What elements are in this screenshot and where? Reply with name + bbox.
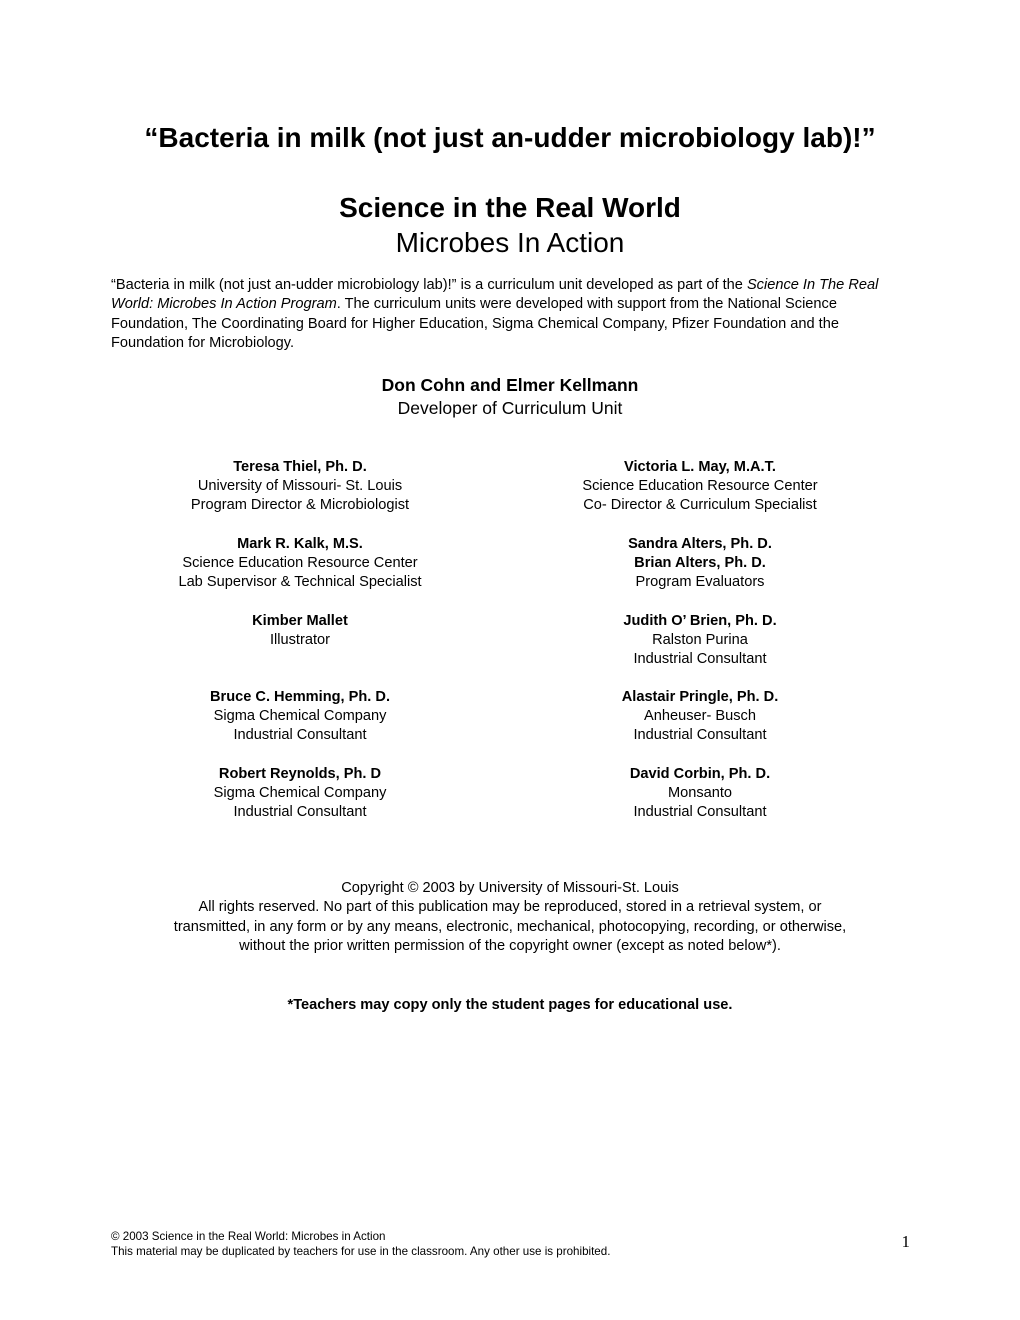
footer-usage-note: This material may be duplicated by teachers for use in the classroom. Any other use is prohibited.: [111, 1245, 611, 1258]
credit-affiliation: Sigma Chemical Company: [213, 708, 387, 725]
credit-role: Lab Supervisor & Technical Specialist: [178, 574, 422, 591]
credit-block: [500, 765, 900, 823]
copyright-line: transmitted, in any form or by any means, electronic, mechanical, photocopying, recording, or otherwise,: [173, 918, 847, 935]
credit-name: Robert Reynolds, Ph. D: [218, 766, 382, 782]
document-title: “Bacteria in milk (not just an-udder microbiology lab)!”: [144, 122, 876, 153]
credit-affiliation: Science Education Resource Center: [582, 478, 818, 495]
credit-name: Teresa Thiel, Ph. D.: [233, 459, 367, 475]
credit-affiliation: Anheuser- Busch: [644, 708, 756, 725]
credit-block: [100, 612, 500, 650]
credit-name: Bruce C. Hemming, Ph. D.: [209, 689, 391, 705]
credit-name: Alastair Pringle, Ph. D.: [621, 689, 779, 705]
copyright-line: All rights reserved. No part of this publication may be reproduced, stored in a retrieval system, or: [198, 899, 822, 916]
intro-program-name: Science In The Real World: Microbes In Action Program: [111, 277, 879, 313]
credit-affiliation: Illustrator: [269, 632, 330, 649]
credit-affiliation: Monsanto: [667, 785, 733, 802]
developer-role: Developer of Curriculum Unit: [397, 398, 623, 418]
credit-block: [100, 688, 500, 746]
copyright-notice: [0, 879, 1020, 956]
credit-name: Victoria L. May, M.A.T.: [624, 459, 776, 475]
page-footer: [111, 1229, 610, 1259]
credit-name: Mark R. Kalk, M.S.: [237, 536, 363, 552]
credit-block: [100, 458, 500, 516]
program-title: Science in the Real World: [339, 192, 681, 223]
credit-name: Judith O’ Brien, Ph. D.: [623, 613, 777, 629]
credit-affiliation: Sigma Chemical Company: [213, 785, 387, 802]
credit-affiliation: Science Education Resource Center: [182, 555, 418, 572]
footer-copyright: © 2003 Science in the Real World: Microbes in Action: [111, 1230, 386, 1243]
credit-block: [500, 612, 900, 670]
credit-block: [500, 688, 900, 746]
credit-name-second: Brian Alters, Ph. D.: [634, 555, 766, 572]
developer-names: Don Cohn and Elmer Kellmann: [381, 375, 639, 395]
credit-role: Program Director & Microbiologist: [190, 497, 410, 514]
credit-block: [100, 535, 500, 593]
credit-affiliation: University of Missouri- St. Louis: [197, 478, 403, 495]
credit-name: Sandra Alters, Ph. D.: [628, 536, 772, 552]
credit-role: Industrial Consultant: [633, 727, 767, 744]
intro-text-part2: . The curriculum units were developed with support from the National Science Foundation, The Coordinating Board for Higher Education, Sigma Chemical Company, Pfizer Foundation and the Foundation for Microbiology.: [111, 296, 839, 351]
copyright-line: without the prior written permission of the copyright owner (except as noted below*).: [239, 937, 781, 954]
credit-name: David Corbin, Ph. D.: [629, 766, 771, 782]
intro-text-part1: “Bacteria in milk (not just an-udder microbiology lab)!” is a curriculum unit developed as part of the: [111, 277, 747, 293]
page-number: 1: [901, 1232, 910, 1251]
credit-role: Program Evaluators: [635, 574, 765, 591]
teachers-note: *Teachers may copy only the student pages for educational use.: [287, 997, 733, 1013]
credit-role: Industrial Consultant: [233, 727, 367, 744]
credit-role: Industrial Consultant: [633, 651, 767, 668]
credit-block: [500, 458, 900, 516]
credit-affiliation: Ralston Purina: [652, 632, 748, 649]
credit-role: Co- Director & Curriculum Specialist: [583, 497, 817, 514]
credit-block: [500, 535, 900, 593]
credit-role: Industrial Consultant: [233, 804, 367, 821]
credit-name: Kimber Mallet: [252, 613, 348, 629]
credit-role: Industrial Consultant: [633, 804, 767, 821]
program-subtitle: Microbes In Action: [395, 227, 625, 258]
credit-block: [100, 765, 500, 823]
copyright-line: Copyright © 2003 by University of Missouri-St. Louis: [341, 880, 679, 896]
intro-paragraph: [111, 276, 911, 353]
